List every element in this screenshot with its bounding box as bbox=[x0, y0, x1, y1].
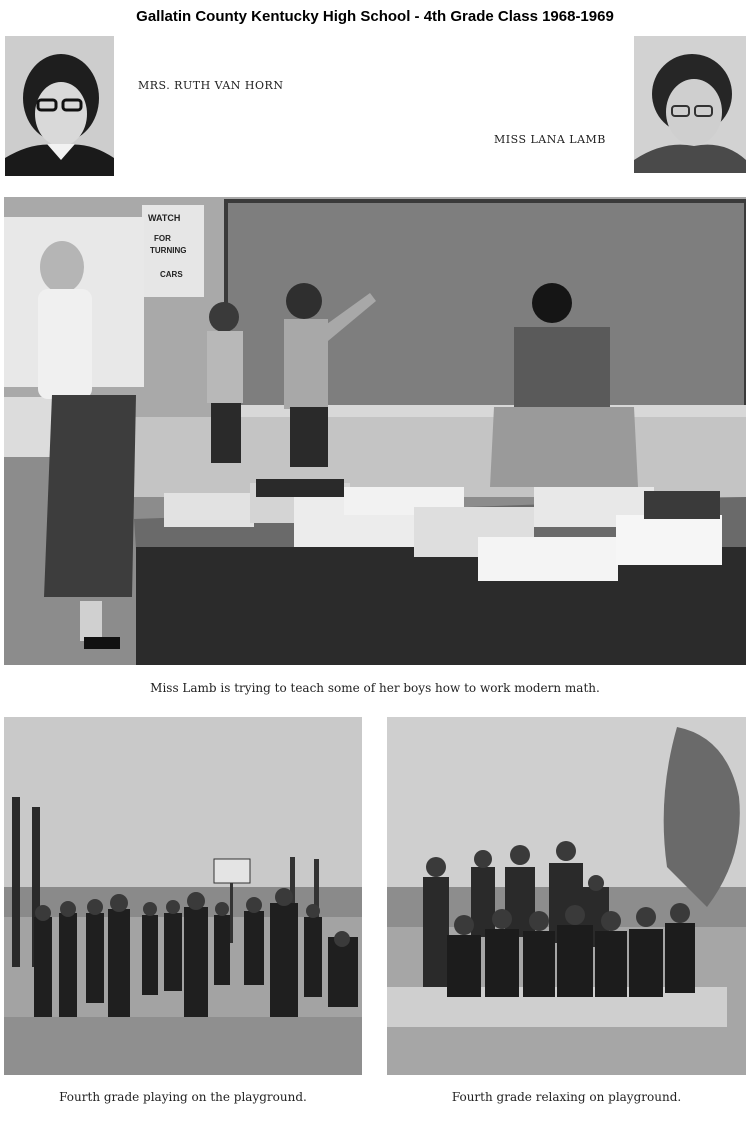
svg-text:TURNING: TURNING bbox=[150, 246, 187, 255]
teacher-name-left: MRS. RUTH VAN HORN bbox=[138, 79, 284, 92]
relaxing-caption: Fourth grade relaxing on playground. bbox=[451, 1090, 682, 1104]
page-title: Gallatin County Kentucky High School - 4th Grade Class 1968-1969 bbox=[136, 8, 614, 25]
classroom-photo bbox=[4, 197, 746, 665]
teacher-portrait-left bbox=[5, 36, 114, 176]
svg-text:CARS: CARS bbox=[160, 270, 183, 279]
teacher-portrait-right bbox=[634, 36, 746, 173]
relaxing-graphic bbox=[387, 717, 746, 1075]
poster-text: WATCH bbox=[148, 213, 181, 223]
portrait-right-graphic bbox=[634, 36, 746, 173]
classroom-graphic bbox=[4, 197, 746, 665]
portrait-left-graphic bbox=[5, 36, 114, 176]
teacher-name-right: MISS LANA LAMB bbox=[494, 133, 606, 146]
classroom-caption: Miss Lamb is trying to teach some of her boys how to work modern math. bbox=[150, 681, 600, 695]
playground-graphic bbox=[4, 717, 362, 1075]
playground-photo bbox=[4, 717, 362, 1075]
playground-caption: Fourth grade playing on the playground. bbox=[59, 1090, 307, 1104]
relaxing-photo bbox=[387, 717, 746, 1075]
svg-text:FOR: FOR bbox=[154, 234, 171, 243]
